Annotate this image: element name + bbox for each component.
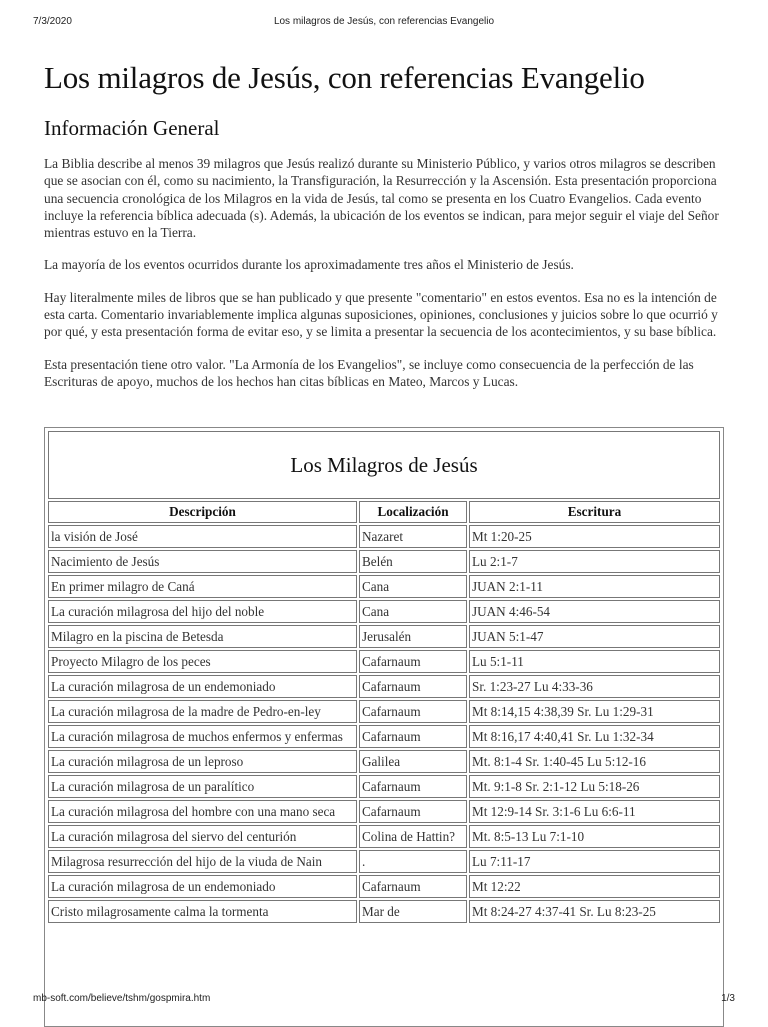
cell-escritura: Mt 1:20-25 <box>469 525 720 548</box>
header-escritura: Escritura <box>469 501 720 523</box>
paragraph-ministry: La mayoría de los eventos ocurridos durante los aproximadamente tres años el Ministerio de Jesús. <box>44 257 574 273</box>
cell-descripcion: Proyecto Milagro de los peces <box>48 650 357 673</box>
cell-descripcion: La curación milagrosa de un leproso <box>48 750 357 773</box>
cell-localizacion: Cafarnaum <box>359 650 467 673</box>
cell-escritura: Mt 8:16,17 4:40,41 Sr. Lu 1:32-34 <box>469 725 720 748</box>
cell-descripcion: Nacimiento de Jesús <box>48 550 357 573</box>
cell-localizacion: Cana <box>359 600 467 623</box>
paragraph-intro: La Biblia describe al menos 39 milagros que Jesús realizó durante su Ministerio Público, y varios otros milagros se describen que se asocian con él, como su nacimiento, la Transfiguración, la Resurrección y la Ascensión. Esta presentación proporciona una secuencia cronológica de los Milagros en la vida de Jesús, tal como se presenta en los Cuatro Evangelios. Cada evento incluye la referencia bíblica adecuada (s). Además, la ubicación de los eventos se indican, para mejor seguir el viaje del Señor mientras estuvo en la Tierra. <box>44 156 719 241</box>
cell-descripcion: La curación milagrosa del hombre con una mano seca <box>48 800 357 823</box>
table-row <box>48 700 720 723</box>
cell-localizacion: Colina de Hattin? <box>359 825 467 848</box>
cell-descripcion: La curación milagrosa del siervo del centurión <box>48 825 357 848</box>
print-url: mb-soft.com/believe/tshm/gospmira.htm <box>33 993 211 1004</box>
cell-descripcion: La curación milagrosa de un paralítico <box>48 775 357 798</box>
table-caption: Los Milagros de Jesús <box>48 431 720 499</box>
section-heading: Información General <box>44 116 220 140</box>
table-row <box>48 600 720 623</box>
table-row <box>48 900 720 923</box>
header-localizacion: Localización <box>359 501 467 523</box>
paragraph-harmony: Esta presentación tiene otro valor. "La Armonía de los Evangelios", se incluye como consecuencia de la perfección de las Escrituras de apoyo, muchos de los hechos han citas bíblicas en Mateo, Marcos y Lucas. <box>44 356 694 389</box>
page-number: 1/3 <box>721 993 735 1004</box>
cell-escritura: Mt. 8:1-4 Sr. 1:40-45 Lu 5:12-16 <box>469 750 720 773</box>
cell-descripcion: La curación milagrosa de un endemoniado <box>48 675 357 698</box>
cell-escritura: Mt 8:14,15 4:38,39 Sr. Lu 1:29-31 <box>469 700 720 723</box>
cell-localizacion: Cafarnaum <box>359 800 467 823</box>
cell-escritura: Mt 12:22 <box>469 875 720 898</box>
cell-escritura: Mt 12:9-14 Sr. 3:1-6 Lu 6:6-11 <box>469 800 720 823</box>
cell-localizacion: Belén <box>359 550 467 573</box>
table-row <box>48 800 720 823</box>
table-row <box>48 650 720 673</box>
cell-escritura: Lu 7:11-17 <box>469 850 720 873</box>
cell-escritura: Lu 5:1-11 <box>469 650 720 673</box>
table-row <box>48 725 720 748</box>
cell-escritura: JUAN 2:1-11 <box>469 575 720 598</box>
table-row <box>48 550 720 573</box>
print-footer <box>33 993 735 1007</box>
cell-localizacion: Cafarnaum <box>359 675 467 698</box>
cell-localizacion: Cafarnaum <box>359 700 467 723</box>
cell-escritura: JUAN 4:46-54 <box>469 600 720 623</box>
miracles-table <box>46 499 722 925</box>
print-page-title: Los milagros de Jesús, con referencias Evangelio <box>273 16 495 27</box>
cell-localizacion: Jerusalén <box>359 625 467 648</box>
table-row <box>48 625 720 648</box>
cell-localizacion: Cafarnaum <box>359 775 467 798</box>
table-row <box>48 575 720 598</box>
miracles-table-container <box>44 427 724 1027</box>
print-header <box>33 16 735 30</box>
cell-escritura: Mt 8:24-27 4:37-41 Sr. Lu 8:23-25 <box>469 900 720 923</box>
cell-localizacion: Cana <box>359 575 467 598</box>
table-row <box>48 875 720 898</box>
cell-descripcion: La curación milagrosa de un endemoniado <box>48 875 357 898</box>
table-row <box>48 775 720 798</box>
cell-localizacion: Cafarnaum <box>359 725 467 748</box>
paragraph-commentary: Hay literalmente miles de libros que se han publicado y que presente "comentario" en estos eventos. Esa no es la intención de esta carta. Comentario invariablemente implica algunas suposiciones, opiniones, conclusiones y juicios sobre lo que ocurrió y por qué, y esta presentación forma de evitar eso, y se limita a presentar la secuencia de los acontecimientos, y su base bíblica. <box>44 289 718 340</box>
cell-descripcion: En primer milagro de Caná <box>48 575 357 598</box>
article <box>44 58 724 390</box>
cell-escritura: JUAN 5:1-47 <box>469 625 720 648</box>
table-row <box>48 825 720 848</box>
cell-escritura: Mt. 8:5-13 Lu 7:1-10 <box>469 825 720 848</box>
header-descripcion: Descripción <box>48 501 357 523</box>
cell-localizacion: Nazaret <box>359 525 467 548</box>
cell-descripcion: La curación milagrosa de la madre de Pedro-en-ley <box>48 700 357 723</box>
cell-localizacion: Mar de <box>359 900 467 923</box>
cell-descripcion: Milagro en la piscina de Betesda <box>48 625 357 648</box>
print-date: 7/3/2020 <box>33 16 72 27</box>
table-header-row <box>48 501 720 523</box>
table-row <box>48 750 720 773</box>
cell-descripcion: La curación milagrosa del hijo del noble <box>48 600 357 623</box>
cell-descripcion: Milagrosa resurrección del hijo de la viuda de Nain <box>48 850 357 873</box>
table-row <box>48 525 720 548</box>
cell-escritura: Lu 2:1-7 <box>469 550 720 573</box>
cell-escritura: Sr. 1:23-27 Lu 4:33-36 <box>469 675 720 698</box>
table-row <box>48 850 720 873</box>
table-row <box>48 675 720 698</box>
cell-escritura: Mt. 9:1-8 Sr. 2:1-12 Lu 5:18-26 <box>469 775 720 798</box>
cell-localizacion: Galilea <box>359 750 467 773</box>
cell-descripcion: Cristo milagrosamente calma la tormenta <box>48 900 357 923</box>
cell-localizacion: Cafarnaum <box>359 875 467 898</box>
cell-descripcion: La curación milagrosa de muchos enfermos y enfermas <box>48 725 357 748</box>
article-title: Los milagros de Jesús, con referencias Evangelio <box>44 60 645 95</box>
cell-localizacion: . <box>359 850 467 873</box>
cell-descripcion: la visión de José <box>48 525 357 548</box>
